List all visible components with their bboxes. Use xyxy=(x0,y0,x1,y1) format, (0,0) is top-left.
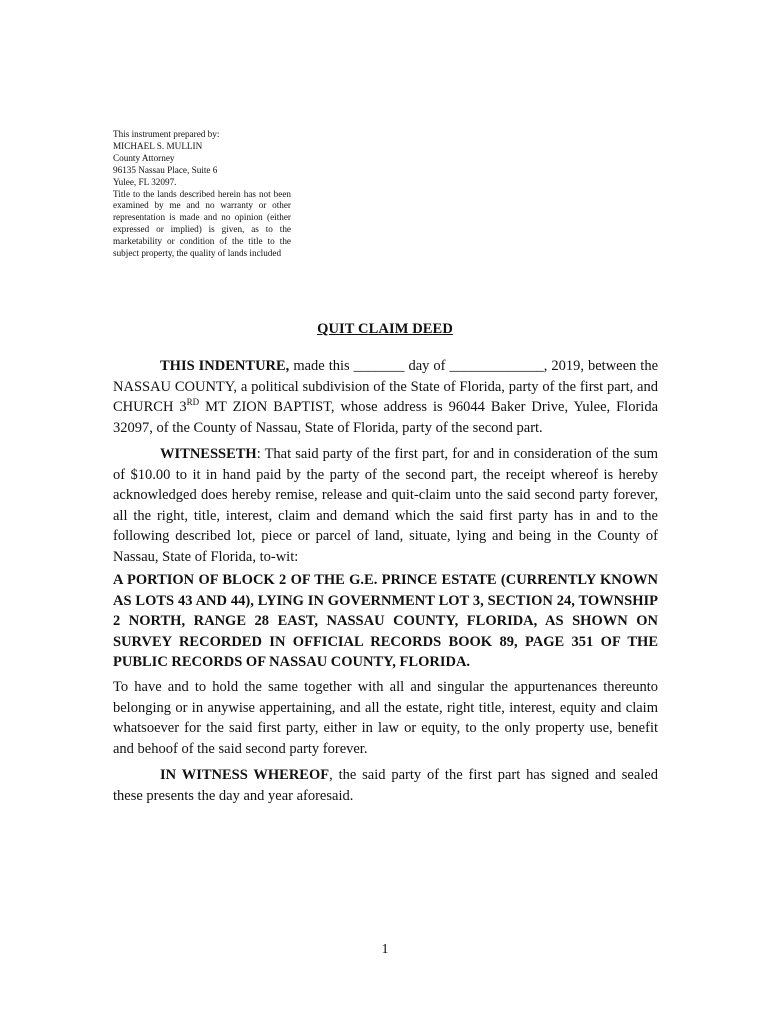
preparer-heading: This instrument prepared by: xyxy=(113,129,220,139)
preparer-city: Yulee, FL 32097. xyxy=(113,176,177,187)
preparer-title: County Attorney xyxy=(113,152,175,163)
indenture-text-1: made this _______ day of _____________, 2019, between the NASSAU COUNTY, a political subdivision of the State of Florida, party of the first part, and CHURCH 3 xyxy=(113,358,659,416)
indenture-text-2: MT ZION BAPTIST, whose address is 96044 Baker Drive, Yulee, Florida 32097, of the County of Nassau, State of Florida, party of the second part. xyxy=(113,399,658,436)
preparer-name: MICHAEL S. MULLIN xyxy=(113,140,203,151)
page-number: 1 xyxy=(381,942,389,957)
habendum-paragraph: To have and to hold the same together with all and singular the appurtenances thereunto belonging or in anywise appertaining, and all the estate, right title, interest, equity and claim whatsoever for the said first party, either in law or equity, to the only property use, benefit and behoof of the said second party forever. xyxy=(113,679,658,757)
ordinal-superscript: RD xyxy=(186,397,200,408)
title-disclaimer: Title to the lands described herein has not been examined by me and no warranty or other representation is made and no opinion (either expressed or implied) is given, as to the marketability or condition of the title to the subject property, the quality of lands included xyxy=(113,188,291,259)
legal-description: A PORTION OF BLOCK 2 OF THE G.E. PRINCE ESTATE (CURRENTLY KNOWN AS LOTS 43 AND 44), LYING IN GOVERNMENT LOT 3, SECTION 24, TOWNSHIP 2 NORTH, RANGE 28 EAST, NASSAU COUNTY, FLORIDA, AS SHOWN ON SURVEY RECORDED IN OFFICIAL RECORDS BOOK 89, PAGE 351 OF THE PUBLIC RECORDS OF NASSAU COUNTY, FLORIDA. xyxy=(113,572,658,671)
deed-title: QUIT CLAIM DEED xyxy=(317,321,453,337)
witnesseth-paragraph xyxy=(113,444,658,568)
preparer-block xyxy=(113,129,291,260)
witness-whereof-paragraph xyxy=(113,765,658,806)
witnesseth-lead: WITNESSETH xyxy=(160,446,257,462)
indenture-lead: THIS INDENTURE, xyxy=(160,358,290,374)
witnesseth-text: : That said party of the first part, for and in consideration of the sum of $10.00 to it in hand paid by the party of the second part, the receipt whereof is hereby acknowledged does hereby remise, release and quit-claim unto the said second party forever, all the right, title, interest, claim and demand which the said first party has in and to the following described lot, piece or parcel of land, situate, lying and being in the County of Nassau, State of Florida, to-wit: xyxy=(113,446,658,565)
indenture-paragraph xyxy=(113,356,658,438)
preparer-address: 96135 Nassau Place, Suite 6 xyxy=(113,164,218,175)
witness-whereof-lead: IN WITNESS WHEREOF xyxy=(160,767,330,783)
witness-whereof-text: , the said party of the first part has signed and sealed these presents the day and year aforesaid. xyxy=(113,767,658,804)
